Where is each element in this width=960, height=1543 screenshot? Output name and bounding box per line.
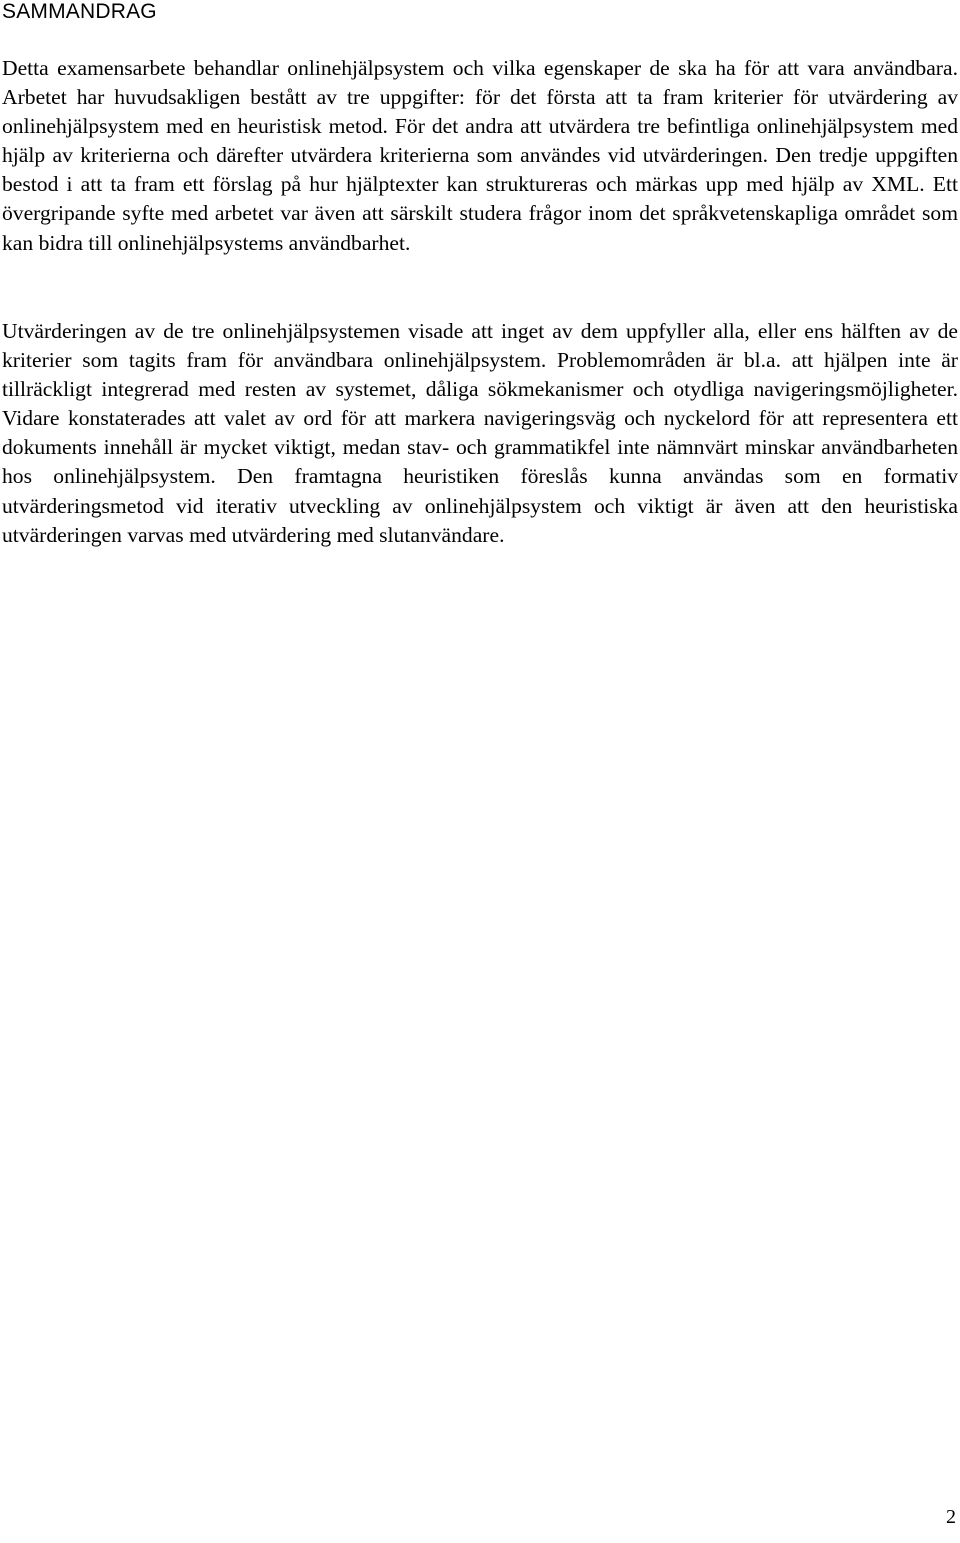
section-heading: SAMMANDRAG xyxy=(2,0,157,23)
abstract-paragraph-1: Detta examensarbete behandlar onlinehjälpsystem och vilka egenskaper de ska ha för att vara användbara. Arbetet har huvudsakligen bestått av tre uppgifter: för det första att ta fram kriterier för utvärdering av onlinehjälpsystem med en heuristisk metod. För det andra att utvärdera tre befintliga onlinehjälpsystem med hjälp av kriterierna och därefter utvärdera kriterierna som användes vid utvärderingen. Den tredje uppgiften bestod i att ta fram ett förslag på hur hjälptexter kan struktureras och märkas upp med hjälp av XML. Ett övergripande syfte med arbetet var även att särskilt studera frågor inom det språkvetenskapliga området som kan bidra till onlinehjälpsystems användbarhet. xyxy=(2,56,958,255)
abstract-paragraph-2: Utvärderingen av de tre onlinehjälpsystemen visade att inget av dem uppfyller alla, eller ens hälften av de kriterier som tagits fram för användbara onlinehjälpsystem. Problemområden är bl.a. att hjälpen inte är tillräckligt integrerad med resten av systemet, dåliga sökmekanismer och otydliga navigeringsmöjligheter. Vidare konstaterades att valet av ord för att markera navigeringsväg och nyckelord för att representera ett dokuments innehåll är mycket viktigt, medan stav- och grammatikfel inte nämnvärt minskar användbarheten hos onlinehjälpsystem. Den framtagna heuristiken föreslås kunna användas som en formativ utvärderingsmetod vid iterativ utveckling av onlinehjälpsystem och viktigt är även att den heuristiska utvärderingen varvas med utvärdering med slutanvändare. xyxy=(2,319,958,547)
page-number: 2 xyxy=(946,1506,956,1528)
